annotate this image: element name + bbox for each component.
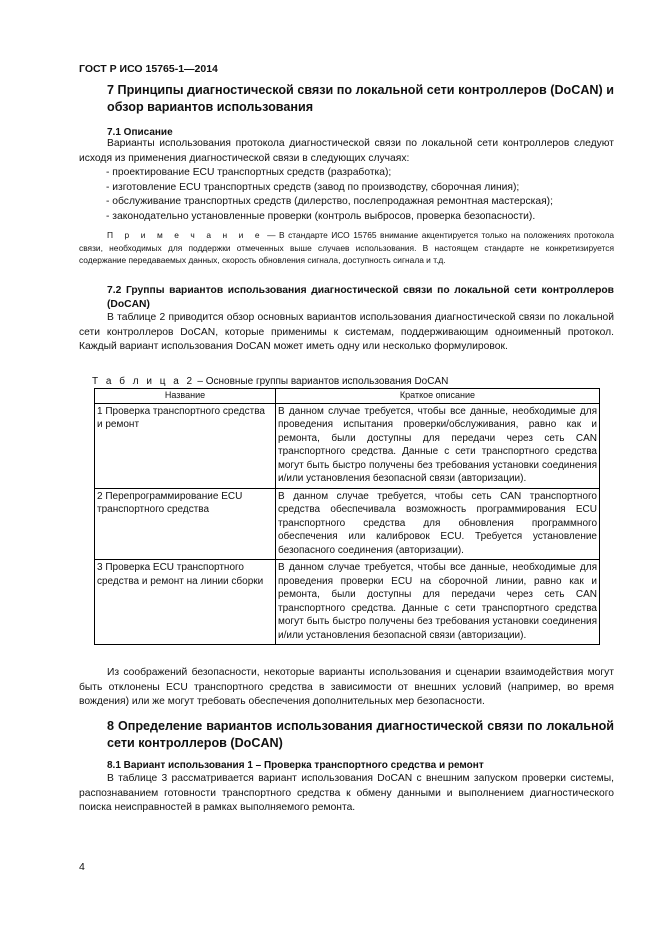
page-number: 4: [79, 861, 85, 873]
table-caption-text: – Основные группы вариантов использования DoCAN: [194, 376, 449, 387]
table-row: [95, 488, 600, 560]
table-header-row: [95, 389, 600, 404]
table-cell-name: 2 Перепрограммирование ECU транспортного средства: [95, 488, 276, 560]
section-7-2-body: [79, 311, 614, 355]
table-row: [95, 560, 600, 645]
column-header-name: Название: [95, 389, 276, 404]
section-8-1-text: В таблице 3 рассматривается вариант использования DoCAN с внешним запуском проверки системы, распознаванием готовности транспортного средства к обмену данными и выполнением диагностического поиска неисправностей в рамках выполняемого ремонта.: [79, 773, 614, 813]
table-cell-name: 3 Проверка ECU транспортного средства и ремонт на линии сборки: [95, 560, 276, 645]
section-7-2-text: В таблице 2 приводится обзор основных вариантов использования диагностической связи по локальной сети контроллеров DoCAN, которые применимы к системам, поддерживающим одноименный протокол. Каждый вариант использования DoCAN может иметь одну или несколько формулировок.: [79, 312, 614, 352]
note-text: — В стандарте ИСО 15765 внимание акцентируется только на положениях протокола связи, необходимых для поддержки отмеченных выше случаев использования. В настоящем стандарте не конкретизируется содержание передаваемых данных, скорость обновления сигнала, доступность сигнала и т.д.: [79, 230, 614, 266]
usage-list-item: - проектирование ECU транспортных средств (разработка);: [106, 167, 392, 178]
table-cell-description: В данном случае требуется, чтобы сеть CAN транспортного средства обеспечивала возможность программирования ECU транспортного средства для обновления программного обеспечения или калибровок ECU. Требуется установление безопасного соединения (авторизации).: [276, 488, 600, 560]
section-7-2-title: 7.2 Группы вариантов использования диагностической связи по локальной сети контроллеров (DoCAN): [107, 285, 614, 310]
note-block: [79, 229, 614, 267]
section-8-1-body: [79, 772, 614, 816]
document-header: ГОСТ Р ИСО 15765-1—2014: [79, 63, 218, 75]
section-7-1-title: 7.1 Описание: [107, 127, 173, 138]
usage-list-item: - обслуживание транспортных средств (дилерство, послепродажная ремонтная мастерская);: [106, 196, 553, 207]
table-row: [95, 403, 600, 488]
after-table-text: Из соображений безопасности, некоторые варианты использования и сценарии взаимодействия могут быть отклонены ECU транспортного средства в зависимости от внешних условий (например, во время вождения) или же могут требовать обеспечения дополнительных мер безопасности.: [79, 667, 614, 707]
section-7-1-intro: Варианты использования протокола диагностической связи по локальной сети контроллеров следуют исходя из применения диагностической связи в следующих случаях:: [79, 138, 614, 164]
table-cell-name: 1 Проверка транспортного средства и ремонт: [95, 403, 276, 488]
section-8-1-title: 8.1 Вариант использования 1 – Проверка транспортного средства и ремонт: [107, 760, 484, 771]
section-7-title: 7 Принципы диагностической связи по локальной сети контроллеров (DoCAN) и обзор вариантов использования: [107, 83, 614, 114]
usage-list-item: - изготовление ECU транспортных средств (завод по производству, сборочная линия);: [106, 181, 520, 193]
table-caption: [92, 376, 448, 387]
table-caption-label: Т а б л и ц а 2: [92, 376, 195, 387]
table-cell-description: В данном случае требуется, чтобы все данные, необходимые для проведения испытания проверки/обслуживания, равно как и ремонта, были доступны для передачи через сеть CAN транспортного средства. Данные с сети транспортного средства могут быть быстро получены без требования установки соединения и/или установления безопасной связи (авторизации).: [276, 403, 600, 488]
usage-list-item: - законодательно установленные проверки (контроль выбросов, проверка безопасности).: [106, 210, 536, 222]
section-8-title: 8 Определение вариантов использования диагностической связи по локальной сети контроллеров (DoCAN): [107, 719, 614, 750]
section-7-1-body: [79, 137, 614, 224]
after-table-body: [79, 666, 614, 710]
note-label: П р и м е ч а н и е: [107, 230, 264, 240]
use-case-groups-table: [94, 388, 600, 645]
table-cell-description: В данном случае требуется, чтобы все данные, необходимые для проведения проверки ECU на сборочной линии, равно как и ремонта, были доступны для передачи через сеть CAN транспортного средства. Данные с сети транспортного средства могут быть быстро получены без требования установки соединения и/или установления безопасной связи (авторизации).: [276, 560, 600, 645]
column-header-description: Краткое описание: [276, 389, 600, 404]
